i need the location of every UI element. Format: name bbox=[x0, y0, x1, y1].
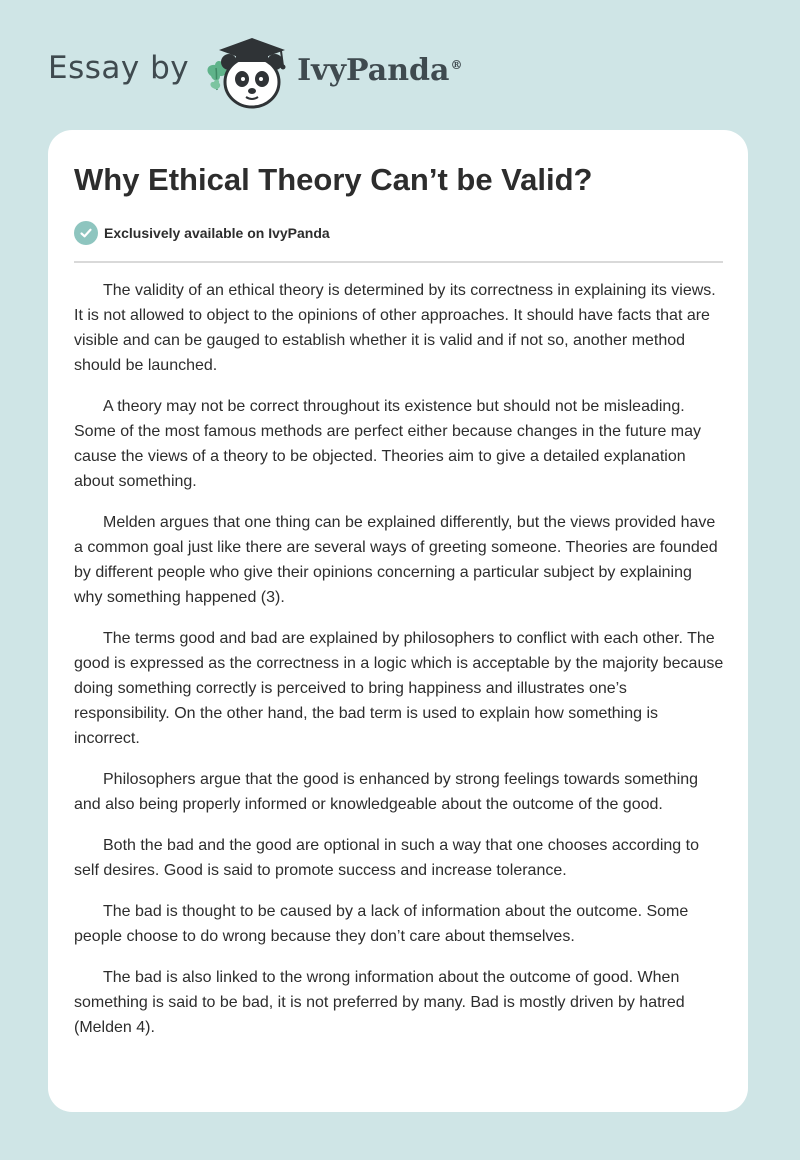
page-title: Why Ethical Theory Can’t be Valid? bbox=[74, 162, 593, 197]
panda-logo-icon[interactable] bbox=[203, 32, 295, 112]
essay-body bbox=[74, 278, 724, 1056]
site-header bbox=[48, 32, 462, 112]
paragraph: The bad is also linked to the wrong information about the outcome of good. When something is said to be bad, it is not preferred by many. Bad is mostly driven by hatred (Melden 4). bbox=[74, 969, 685, 1036]
paragraph: The validity of an ethical theory is determined by its correctness in explaining its views. It is not allowed to object to the opinions of other approaches. It should have facts that are visible and can be gauged to establish whether it is valid and if not so, another method should be launched. bbox=[74, 282, 716, 374]
brand-name[interactable]: IvyPanda® bbox=[297, 52, 463, 88]
divider bbox=[74, 261, 723, 263]
paragraph: A theory may not be correct throughout its existence but should not be misleading. Some of the most famous methods are perfect either because changes in the future may cause the views of a theory to be objected. Theories aim to give a detailed explanation about something. bbox=[74, 398, 702, 490]
paragraph: Melden argues that one thing can be explained differently, but the views provided have a common goal just like there are several ways of greeting someone. Theories are founded by different people who give their opinions concerning a particular subject by explaining why something happened (3). bbox=[74, 514, 718, 606]
check-icon bbox=[74, 221, 98, 245]
paragraph: The terms good and bad are explained by philosophers to conflict with each other. The good is expressed as the correctness in a logic which is acceptable by the majority because doing something correctly is perceived to bring happiness and illustrates one’s responsibility. On the other hand, the bad term is used to explain how something is incorrect. bbox=[74, 630, 724, 747]
essay-card bbox=[48, 130, 748, 1112]
paragraph: Philosophers argue that the good is enhanced by strong feelings towards something and also being properly informed or knowledgeable about the outcome of the good. bbox=[74, 771, 699, 813]
registered-mark: ® bbox=[450, 57, 463, 72]
paragraph: The bad is thought to be caused by a lack of information about the outcome. Some people choose to do wrong because they don’t care about themselves. bbox=[74, 903, 689, 945]
paragraph: Both the bad and the good are optional in such a way that one chooses according to self desires. Good is said to promote success and increase tolerance. bbox=[74, 837, 699, 879]
essay-by-label: Essay by bbox=[48, 50, 190, 86]
exclusive-badge-label: Exclusively available on IvyPanda bbox=[104, 225, 330, 241]
exclusive-badge bbox=[74, 221, 330, 245]
